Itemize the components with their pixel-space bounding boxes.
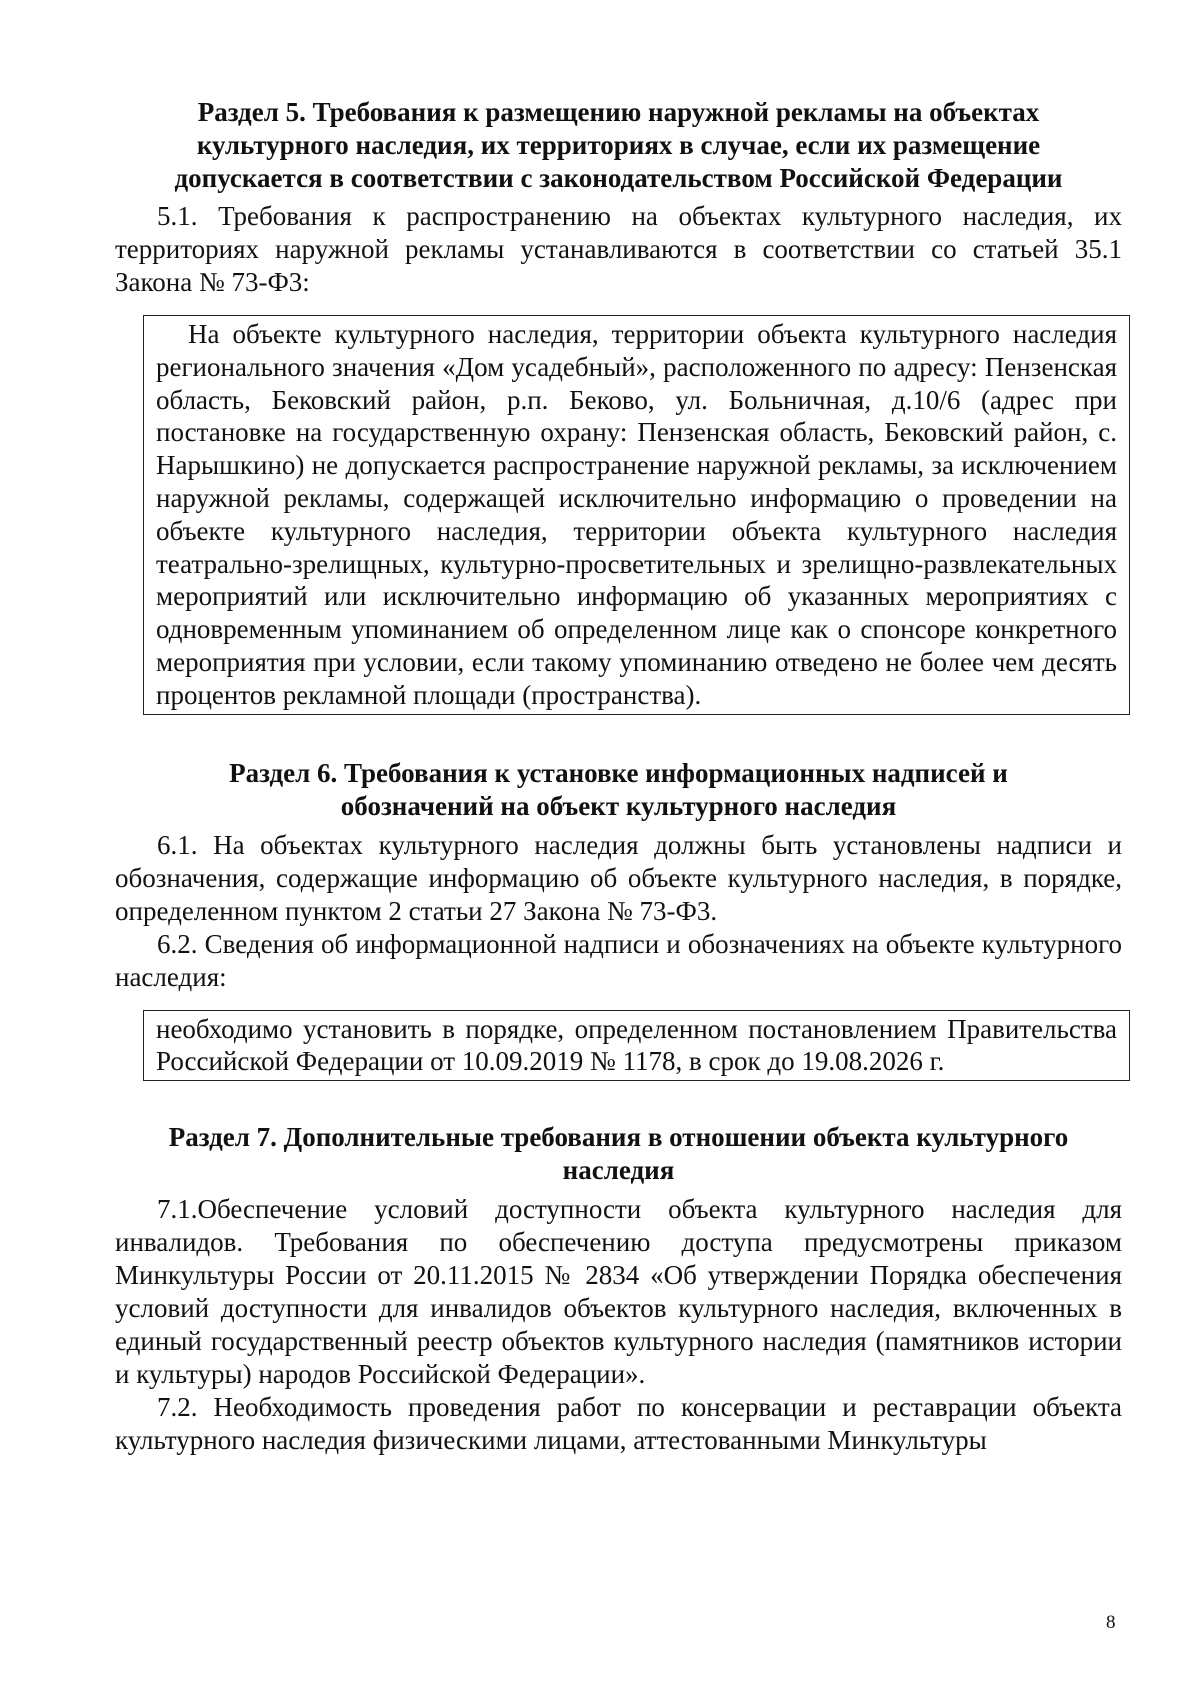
paragraph-7-1: 7.1.Обеспечение условий доступности объекта культурного наследия для инвалидов. Требования по обеспечению доступа предусмотрены приказом Минкультуры России от 20.11.2015 № 2834 «Об утверждении Порядка обеспечения условий доступности для инвалидов объектов культурного наследия, включенных в единый государственный реестр объектов культурного наследия (памятников истории и культуры) народов Российской Федерации». — [115, 1194, 1122, 1390]
paragraph-6-1: 6.1. На объектах культурного наследия должны быть установлены надписи и обозначения, содержащие информацию об объекте культурного наследия, в порядке, определенном пунктом 2 статьи 27 Закона № 73-Ф3. — [115, 829, 1122, 926]
advertising-requirements-box: На объекте культурного наследия, территории объекта культурного наследия регионального значения «Дом усадебный», расположенного по адресу: Пензенская область, Бековский район, р.п. Беково, ул. Больничная, д.10/6 (адрес при постановке на государственную охрану: Пензенская область, Бековский район, с. Нарышкино) не допускается распространение наружной рекламы, за исключением наружной рекламы, содержащей исключительно информацию о проведении на объекте культурного наследия, территории объекта культурного наследия театрально-зрелищных, культурно-просветительных и зрелищно-развлекательных мероприятий или исключительно информацию об указанных мероприятиях с одновременным упоминанием об определенном лице как о спонсоре конкретного мероприятия при условии, если такому упоминанию отведено не более чем десять процентов рекламной площади (пространства). — [143, 315, 1130, 715]
paragraph-6-2: 6.2. Сведения об информационной надписи и обозначениях на объекте культурного наследия: — [115, 928, 1122, 992]
information-signs-box: необходимо установить в порядке, определенном постановлением Правительства Российской Федерации от 10.09.2019 № 1178, в срок до 19.08.2026 г. — [143, 1010, 1130, 1082]
section-7-heading: Раздел 7. Дополнительные требования в отношении объекта культурного наследия — [168, 1122, 1069, 1186]
document-page — [115, 96, 1122, 1457]
section-6-heading: Раздел 6. Требования к установке информационных надписей и обозначений на объект культурного наследия — [229, 757, 1008, 821]
paragraph-7-2: 7.2. Необходимость проведения работ по консервации и реставрации объекта культурного наследия физическими лицами, аттестованными Минкультуры — [115, 1392, 1122, 1456]
section-5-heading: Раздел 5. Требования к размещению наружной рекламы на объектах культурного наследия, их территориях в случае, если их размещение допускается в соответствии с законодательством Российской Федерации — [174, 97, 1063, 193]
page-number: 8 — [1106, 1612, 1116, 1633]
paragraph-5-1: 5.1. Требования к распространению на объектах культурного наследия, их территориях наружной рекламы устанавливаются в соответствии со статьей 35.1 Закона № 73-Ф3: — [115, 201, 1122, 297]
